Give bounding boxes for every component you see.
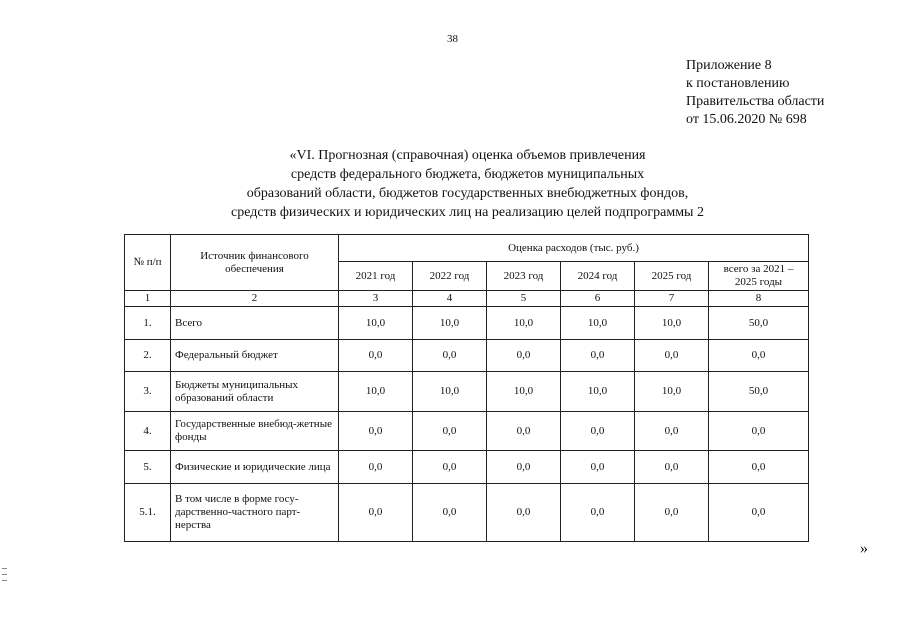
header-num: № п/п (125, 235, 171, 291)
row-value: 0,0 (561, 484, 635, 542)
appendix-block (686, 57, 824, 129)
margin-tick (2, 574, 7, 575)
row-source: Бюджеты муниципальных образований области (171, 372, 339, 412)
column-number: 4 (413, 291, 487, 307)
header-source: Источник финансового обеспечения (171, 235, 339, 291)
table-row (125, 372, 809, 412)
row-value: 0,0 (635, 484, 709, 542)
column-number-row (125, 291, 809, 307)
row-source: Федеральный бюджет (171, 340, 339, 372)
row-value: 0,0 (709, 412, 809, 451)
row-value: 0,0 (635, 340, 709, 372)
row-value: 10,0 (487, 372, 561, 412)
appendix-line: Приложение 8 (686, 58, 772, 73)
header-year: 2024 год (561, 262, 635, 291)
table-row (125, 307, 809, 340)
row-value: 0,0 (339, 484, 413, 542)
column-number: 3 (339, 291, 413, 307)
row-value: 10,0 (413, 372, 487, 412)
table-row (125, 484, 809, 542)
appendix-line: к постановлению (686, 76, 790, 91)
funding-estimate-table (124, 234, 809, 542)
header-year: 2023 год (487, 262, 561, 291)
row-num: 5.1. (125, 484, 171, 542)
row-value: 0,0 (635, 451, 709, 484)
row-value: 10,0 (561, 307, 635, 340)
title-line: средств физических и юридических лиц на реализацию целей подпрограммы 2 (231, 205, 704, 220)
row-num: 3. (125, 372, 171, 412)
row-value: 10,0 (635, 372, 709, 412)
closing-quote: » (860, 540, 868, 557)
row-value: 0,0 (709, 340, 809, 372)
section-title (150, 146, 785, 222)
column-number: 2 (171, 291, 339, 307)
row-source: Всего (171, 307, 339, 340)
column-number: 1 (125, 291, 171, 307)
scan-margin-marks (2, 568, 7, 586)
table-row (125, 412, 809, 451)
column-number: 6 (561, 291, 635, 307)
row-value: 0,0 (709, 484, 809, 542)
column-number: 5 (487, 291, 561, 307)
margin-tick (2, 568, 7, 569)
row-num: 1. (125, 307, 171, 340)
row-value: 0,0 (339, 412, 413, 451)
row-source: Физические и юридические лица (171, 451, 339, 484)
row-value: 0,0 (413, 451, 487, 484)
row-value: 50,0 (709, 307, 809, 340)
page-number: 38 (447, 33, 458, 45)
row-value: 10,0 (487, 307, 561, 340)
margin-tick (2, 580, 7, 581)
row-value: 10,0 (635, 307, 709, 340)
title-line: образований области, бюджетов государственных внебюджетных фондов, (246, 186, 689, 201)
table-row (125, 340, 809, 372)
column-number: 8 (709, 291, 809, 307)
row-value: 0,0 (487, 484, 561, 542)
row-value: 0,0 (635, 412, 709, 451)
row-value: 0,0 (487, 412, 561, 451)
row-value: 0,0 (709, 451, 809, 484)
row-num: 5. (125, 451, 171, 484)
header-year: 2022 год (413, 262, 487, 291)
row-source: Государственные внебюд-жетные фонды (171, 412, 339, 451)
row-value: 10,0 (413, 307, 487, 340)
row-value: 0,0 (487, 451, 561, 484)
title-line: «VI. Прогнозная (справочная) оценка объемов привлечения (289, 148, 646, 163)
column-number: 7 (635, 291, 709, 307)
header-estimate: Оценка расходов (тыс. руб.) (339, 235, 809, 262)
row-value: 0,0 (339, 451, 413, 484)
row-value: 0,0 (561, 340, 635, 372)
row-value: 0,0 (413, 340, 487, 372)
row-num: 4. (125, 412, 171, 451)
row-value: 0,0 (413, 484, 487, 542)
row-value: 0,0 (561, 412, 635, 451)
appendix-line: Правительства области (686, 94, 825, 109)
row-num: 2. (125, 340, 171, 372)
row-value: 10,0 (339, 307, 413, 340)
row-value: 0,0 (561, 451, 635, 484)
row-value: 0,0 (487, 340, 561, 372)
header-total: всего за 2021 – 2025 годы (709, 262, 809, 291)
title-line: средств федерального бюджета, бюджетов муниципальных (290, 167, 645, 182)
row-value: 0,0 (339, 340, 413, 372)
header-year: 2021 год (339, 262, 413, 291)
row-value: 10,0 (561, 372, 635, 412)
row-value: 50,0 (709, 372, 809, 412)
row-value: 0,0 (413, 412, 487, 451)
header-year: 2025 год (635, 262, 709, 291)
appendix-line: от 15.06.2020 № 698 (686, 112, 807, 127)
table-row (125, 451, 809, 484)
row-value: 10,0 (339, 372, 413, 412)
row-source: В том числе в форме госу-дарственно-частного парт-нерства (171, 484, 339, 542)
